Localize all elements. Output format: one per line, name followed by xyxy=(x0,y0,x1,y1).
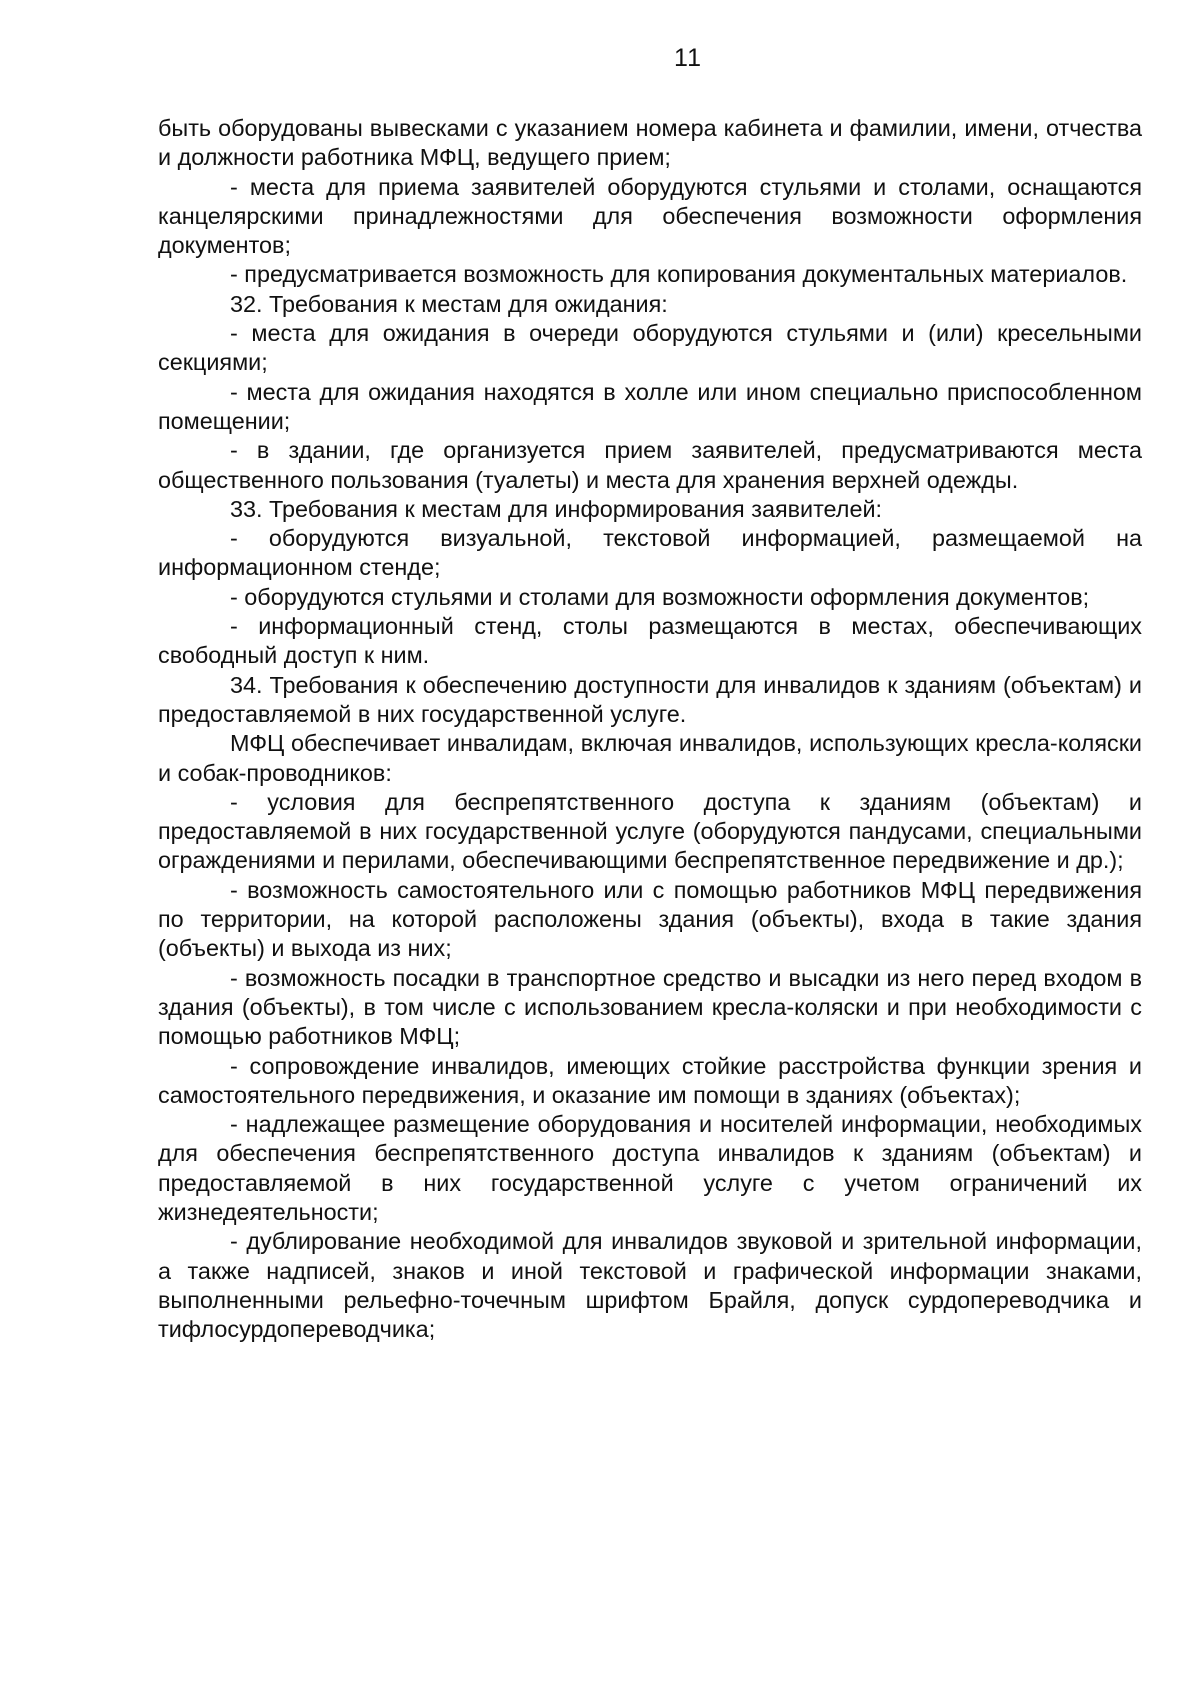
section-heading-32: 32. Требования к местам для ожидания: xyxy=(230,290,668,317)
document-body xyxy=(158,114,1142,1344)
list-item-chairs-tables: - оборудуются стульями и столами для возможности оформления документов; xyxy=(230,583,1090,610)
section-heading-33: 33. Требования к местам для информирования заявителей: xyxy=(230,495,883,522)
paragraph-mfc-provides: МФЦ обеспечивает инвалидам, включая инвалидов, использующих кресла-коляски и собак-проводников: xyxy=(158,730,1142,786)
list-item-waiting-seats: - места для ожидания в очереди оборудуются стульями и (или) кресельными секциями; xyxy=(158,320,1142,376)
list-item-reception-places: - места для приема заявителей оборудуются стульями и столами, оснащаются канцелярскими принадлежностями для обеспечения возможности оформления документов; xyxy=(158,173,1142,259)
list-item-barrier-free-access: - условия для беспрепятственного доступа к зданиям (объектам) и предоставляемой в них государственной услуге (оборудуются пандусами, специальными ограждениями и перилами, обеспечивающими беспрепятственное передвижение и др.); xyxy=(158,788,1142,874)
list-item-transport: - возможность посадки в транспортное средство и высадки из него перед входом в здания (объекты), в том числе с использованием кресла-коляски и при необходимости с помощью работников МФЦ; xyxy=(158,964,1142,1050)
list-item-braille-duplication: - дублирование необходимой для инвалидов звуковой и зрительной информации, а также надписей, знаков и иной текстовой и графической информации знаками, выполненными рельефно-точечным шрифтом Брайля, допуск сурдопереводчика и тифлосурдопереводчика; xyxy=(158,1228,1142,1343)
list-item-waiting-hall: - места для ожидания находятся в холле или ином специально приспособленном помещении; xyxy=(158,378,1142,434)
list-item-public-facilities: - в здании, где организуется прием заявителей, предусматриваются места общественного пользования (туалеты) и места для хранения верхней одежды. xyxy=(158,437,1142,493)
list-item-visual-info: - оборудуются визуальной, текстовой информацией, размещаемой на информационном стенде; xyxy=(158,525,1142,581)
list-item-stand-access: - информационный стенд, столы размещаются в местах, обеспечивающих свободный доступ к ним. xyxy=(158,613,1142,669)
paragraph-continuation: быть оборудованы вывесками с указанием номера кабинета и фамилии, имени, отчества и должности работника МФЦ, ведущего прием; xyxy=(158,115,1142,171)
page-number: 11 xyxy=(674,44,702,72)
list-item-movement: - возможность самостоятельного или с помощью работников МФЦ передвижения по территории, на которой расположены здания (объекты), входа в такие здания (объекты) и выхода из них; xyxy=(158,876,1142,962)
section-heading-34: 34. Требования к обеспечению доступности для инвалидов к зданиям (объектам) и предоставляемой в них государственной услуге. xyxy=(158,671,1142,727)
list-item-copying: - предусматривается возможность для копирования документальных материалов. xyxy=(230,261,1128,288)
list-item-equipment-placement: - надлежащее размещение оборудования и носителей информации, необходимых для обеспечения беспрепятственного доступа инвалидов к зданиям (объектам) и предоставляемой в них государственной услуге с учетом ограничений их жизнедеятельности; xyxy=(158,1111,1142,1225)
list-item-escort: - сопровождение инвалидов, имеющих стойкие расстройства функции зрения и самостоятельного передвижения, и оказание им помощи в зданиях (объектах); xyxy=(158,1052,1142,1108)
